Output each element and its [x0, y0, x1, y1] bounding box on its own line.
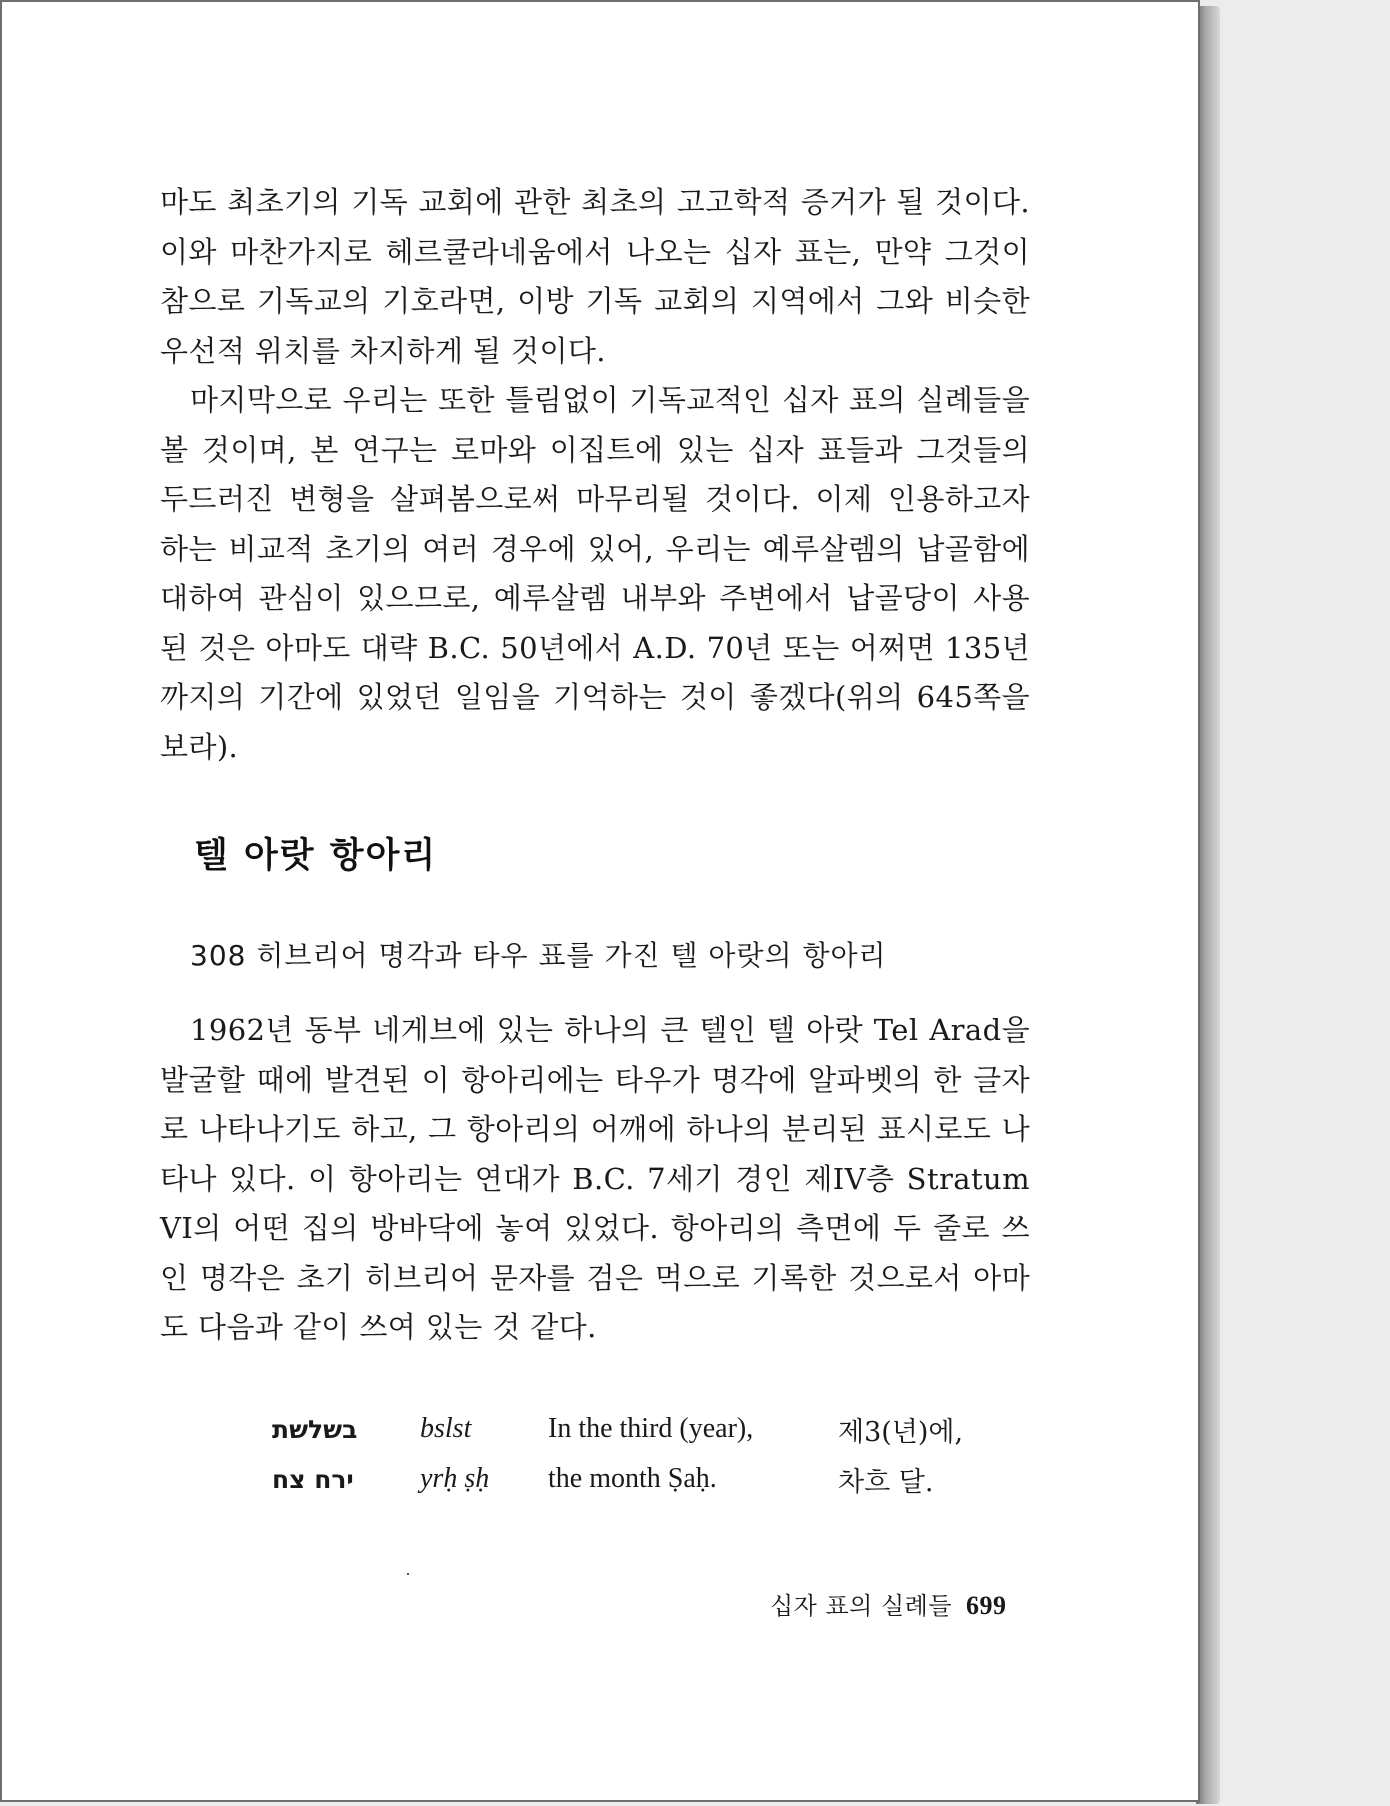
transliteration: bslst	[420, 1413, 472, 1444]
inscription-row	[272, 1404, 978, 1454]
print-speck	[407, 1573, 409, 1575]
transliteration: yrḥ ṣḥ	[420, 1463, 490, 1494]
section-paragraph: 1962년 동부 네게브에 있는 하나의 큰 텔인 텔 아랏 Tel Arad을 발굴할 때에 발견된 이 항아리에는 타우가 명각에 알파벳의 한 글자로 나타나기도 하고, 그 항아리의 어깨에 하나의 분리된 표시로도 나타나 있다. 이 항아리는 연대가 B.C. 7세기 경인 제IV층 Stratum VI의 어떤 집의 방바닥에 놓여 있었다. 항아리의 측면에 두 줄로 쓰인 명각은 초기 히브리어 문자를 검은 먹으로 기록한 것으로서 아마도 다음과 같이 쓰여 있는 것 같다.	[160, 1013, 1030, 1344]
inscription-row	[272, 1454, 978, 1504]
page-footer	[770, 1586, 1007, 1621]
figure-caption: 308 히브리어 명각과 타우 표를 가진 텔 아랏의 항아리	[190, 939, 887, 972]
page-number: 699	[966, 1591, 1007, 1620]
hebrew-text: בשלשת	[272, 1414, 358, 1444]
english-translation: the month Ṣaḥ.	[548, 1463, 717, 1494]
korean-translation: 차흐 달.	[838, 1466, 934, 1498]
paragraph-2: 마지막으로 우리는 또한 틀림없이 기독교적인 십자 표의 실례들을 볼 것이며, 본 연구는 로마와 이집트에 있는 십자 표들과 그것들의 두드러진 변형을 살펴봄으로써 마무리될 것이다. 이제 인용하고자 하는 비교적 초기의 여러 경우에 있어, 우리는 예루살렘의 납골함에 대하여 관심이 있으므로, 예루살렘 내부와 주변에서 납골당이 사용된 것은 아마도 대략 B.C. 50년에서 A.D. 70년 또는 어쩌면 135년까지의 기간에 있었던 일임을 기억하는 것이 좋겠다(위의 645쪽을 보라).	[160, 383, 1030, 764]
korean-translation: 제3(년)에,	[838, 1416, 964, 1448]
english-translation: In the third (year),	[548, 1413, 754, 1444]
hebrew-text: ירח צח	[272, 1464, 354, 1494]
running-title: 십자 표의 실례들	[770, 1592, 953, 1620]
section-title: 텔 아랏 항아리	[194, 836, 438, 876]
section-body	[160, 1006, 1030, 1353]
body-text	[160, 178, 1030, 772]
inscription-table	[272, 1404, 978, 1504]
paragraph-1: 마도 최초기의 기독 교회에 관한 최초의 고고학적 증거가 될 것이다. 이와 마찬가지로 헤르쿨라네움에서 나오는 십자 표는, 만약 그것이 참으로 기독교의 기호라면, 이방 기독 교회의 지역에서 그와 비슷한 우선적 위치를 차지하게 될 것이다.	[160, 185, 1030, 368]
